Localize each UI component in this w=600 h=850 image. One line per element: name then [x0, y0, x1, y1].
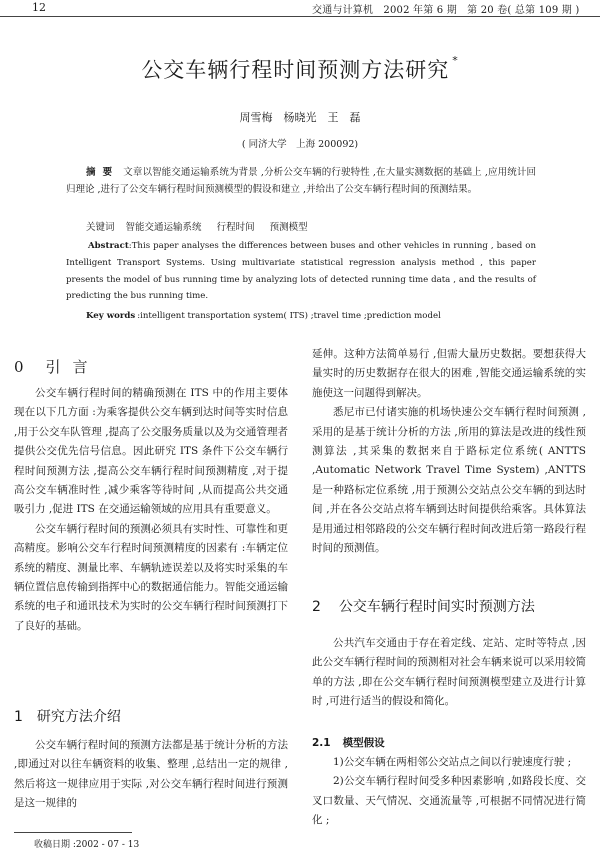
footnote: 收稿日期 :2002 - 07 - 13 — [34, 840, 140, 850]
paragraph: 公交车辆行程时间的预测必须具有实时性、可靠性和更高精度。影响公交车行程时间预测精度的因素有 :车辆定位系统的精度、测量比率、车辆轨迹误差以及将实时采集的车辆位置信息传输到指挥中心的数据通信能力。智能交通运输系统的电子和通讯技术为实时的公交车辆行程时间预测打下了良好的基础。 — [14, 522, 288, 632]
keywords-en — [86, 311, 536, 321]
subsection-2-1-body — [312, 753, 586, 831]
abstract-cn — [66, 164, 536, 198]
subsection-2-1-number: 2.1 — [312, 737, 331, 749]
keywords-en-text: :intelligent transportation system( ITS) ;travel time ;prediction model — [137, 311, 441, 321]
abstract-en-label: Abstract — [88, 241, 129, 251]
section-0-title: 引言 — [45, 358, 100, 376]
section-0-number: 0 — [14, 358, 26, 376]
paragraph-continuation: 延伸。这种方法简单易行 ,但需大量历史数据。要想获得大量实时的历史数据存在很大的困难 ,智能交通运输系统的实施使这一问题得到解决。 — [312, 348, 586, 399]
section-2-number: 2 — [312, 599, 321, 615]
right-column-top — [312, 345, 586, 558]
affiliation: ( 同济大学 上海 200092) — [241, 139, 359, 150]
abstract-en-text: :This paper analyses the differences between buses and other vehicles in running , based on Intelligent Transport Systems. Using multivariate statistical regression analysis method , this paper presents the model of bus running time by analyzing lots of detected running time data , and the results of predicting the bus running time. — [66, 241, 536, 302]
paragraph: 公交车辆行程时间的精确预测在 ITS 中的作用主要体现在以下几方面 :为乘客提供公交车辆到达时间等实时信息 ,用于公交车队管理 ,提高了公交服务质量以及为交通管理者提供公交优先信号信息。因此研究 ITS 条件下公交车辆行程时间预测方法 ,提高公交车辆行程时间预测精度 ,对于提高公交车辆准时性 ,减少乘客等待时间 ,从而提高公共交通吸引力 ,促进 ITS 在交通运输领域的应用具有重要意义。 — [14, 387, 288, 516]
keywords-cn-label: 关键词 — [86, 222, 115, 233]
authors: 周雪梅 杨晓光 王 磊 — [239, 111, 361, 124]
paragraph: 公共汽车交通由于存在着定线、定站、定时等特点 ,因此公交车辆行程时间的预测相对社会车辆来说可以采用较简单的方法 ,即在公交车辆行程时间预测模型建立及进行计算时 ,可进行适当的假设和简化。 — [312, 637, 586, 708]
paper-title-text: 公交车辆行程时间预测方法研究 — [141, 58, 450, 82]
abstract-cn-text: 文章以智能交通运输系统为背景 ,分析公交车辆的行驶特性 ,在大量实测数据的基础上 ,应用统计回归理论 ,进行了公交车辆行程时间预测模型的假设和建立 ,并给出了公交车辆行程时间的预测结果。 — [66, 167, 536, 195]
section-1-title: 研究方法介绍 — [36, 709, 121, 725]
subsection-2-1-heading — [312, 735, 385, 750]
subsection-2-1-title: 模型假设 — [342, 737, 385, 749]
keyword-cn: 预测模型 — [269, 222, 308, 233]
journal-info: 交通与计算机 2002 年第 6 期 第 20 卷( 总第 109 期 ) — [312, 5, 580, 16]
section-2-body — [312, 634, 586, 712]
abstract-en — [66, 238, 536, 305]
list-item: 1)公交车辆在两相邻公交站点之间以行驶速度行驶 ; — [333, 756, 572, 768]
title-footnote-mark: * — [452, 54, 459, 67]
section-1-heading — [14, 706, 121, 726]
header-rule — [0, 16, 600, 17]
page-number: 12 — [32, 1, 46, 14]
list-item: 2)公交车辆行程时间受多种因素影响 ,如路段长度、交叉口数量、天气情况、交通流量等 ,可根据不同情况进行简化 ; — [312, 775, 586, 827]
keywords-en-label: Key words — [86, 311, 136, 321]
running-header — [0, 0, 600, 17]
section-2-heading — [312, 596, 535, 616]
footnote-rule — [14, 832, 132, 833]
abstract-cn-label: 摘要 — [86, 167, 120, 178]
keyword-cn: 行程时间 — [216, 222, 255, 233]
paper-title — [0, 54, 600, 84]
keyword-cn: 智能交通运输系统 — [125, 222, 202, 233]
section-2-title: 公交车辆行程时间实时预测方法 — [338, 599, 535, 615]
section-0-body — [14, 384, 288, 636]
section-0-heading — [14, 356, 100, 377]
section-1-number: 1 — [14, 709, 23, 725]
paragraph: 公交车辆行程时间的预测方法都是基于统计分析的方法 ,即通过对以往车辆资料的收集、整理 ,总结出一定的规律 ,然后将这一规律应用于实际 ,对公交车辆行程时间进行预测是这一规律的 — [14, 739, 288, 810]
section-1-body — [14, 736, 288, 814]
keywords-cn — [86, 219, 536, 233]
paragraph: 悉尼市已付诸实施的机场快速公交车辆行程时间预测 ,采用的是基于统计分析的方法 ,所用的算法是改进的线性预测算法 ,其采集的数据来自于路标定位系统( ANTTS ,Automatic Network Travel Time System) ,ANTTS 是一种路标定位系统 ,用于预测公交站点公交车辆的到达时间 ,并在各公交站点将车辆到达时间提供给乘客。具体算法是用通过相邻路段的公交车辆行程时间改进后第一路段行程时间的预测值。 — [312, 406, 586, 555]
